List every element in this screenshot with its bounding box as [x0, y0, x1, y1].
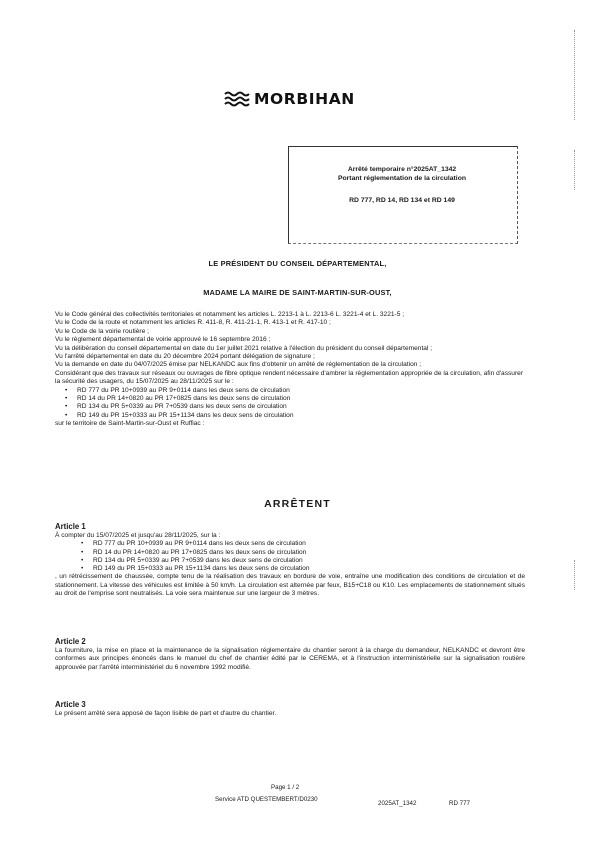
list-item: • RD 14 du PR 14+0820 au PR 17+0825 dans les deux sens de circulation [81, 548, 307, 556]
list-item: • RD 149 du PR 15+0333 au PR 15+1134 dans les deux sens de circulation [65, 411, 294, 419]
section-text: RD 149 du PR 15+0333 au PR 15+1134 dans les deux sens de circulation [77, 411, 294, 419]
section-text: RD 134 du PR 5+0339 au PR 7+0539 dans les deux sens de circulation [93, 556, 303, 564]
scan-margin-mark [574, 150, 576, 190]
list-item: • RD 777 du PR 10+0939 au PR 9+0114 dans les deux sens de circulation [81, 540, 306, 548]
article-1-title: Article 1 [55, 522, 86, 531]
list-item: • RD 14 du PR 14+0820 au PR 17+0825 dans les deux sens de circulation [65, 394, 291, 402]
vu-list [55, 311, 525, 428]
article-1-section-list [55, 540, 525, 573]
article-3-title: Article 3 [55, 700, 86, 709]
vu-item: Vu l'arrêté départemental en date du 20 décembre 2024 portant délégation de signature ; [55, 353, 315, 361]
page-number: Page 1 / 2 [271, 784, 300, 791]
article-1-body [55, 532, 525, 598]
footer-road: RD 777 [449, 800, 470, 807]
section-list [55, 387, 525, 420]
section-text: RD 14 du PR 14+0820 au PR 17+0825 dans les deux sens de circulation [77, 394, 291, 402]
article-3-text: Le présent arrêté sera apposé de façon lisible de part et d'autre du chantier. [55, 710, 277, 717]
vu-item: Vu le Code de la route et notamment les articles R. 411-8, R. 411-21-1, R. 413-1 et R. 417-10 ; [55, 319, 331, 327]
section-text: RD 149 du PR 15+0333 au PR 15+1134 dans les deux sens de circulation [93, 565, 310, 573]
brand-name: MORBIHAN [254, 90, 355, 108]
vu-item: Vu la délibération du conseil départemental en date du 1er juillet 2021 relative à l'élection du président du conseil départemental ; [55, 344, 433, 352]
reference-box [288, 146, 518, 244]
article-2-title: Article 2 [55, 637, 86, 646]
considerant: Considérant que des travaux sur réseaux ou ouvrages de fibre optique rendent nécessaire d'ambrer la réglementation appropriée de la circulation, afin d'assurer la sécurité des usagers, du 15/07/2025 au 28/11/2025 sur le : [55, 369, 524, 386]
list-item: • RD 134 du PR 5+0339 au PR 7+0539 dans les deux sens de circulation [65, 403, 287, 411]
section-text: RD 134 du PR 5+0339 au PR 7+0539 dans les deux sens de circulation [77, 403, 287, 411]
waves-icon [224, 90, 250, 108]
list-item: • RD 777 du PR 10+0939 au PR 9+0114 dans les deux sens de circulation [65, 386, 290, 394]
article-1-intro: À compter du 15/07/2025 et jusqu'au 28/11/2025, sur la : [55, 532, 221, 539]
footer-service: Service ATD QUESTEMBERT/D0230 [215, 796, 318, 803]
list-item: • RD 149 du PR 15+0333 au PR 15+1134 dans les deux sens de circulation [81, 565, 310, 573]
decree-subject: Portant réglementation de la circulation [337, 175, 467, 182]
section-text: RD 777 du PR 10+0939 au PR 9+0114 dans les deux sens de circulation [93, 540, 306, 548]
vu-item: Vu le Code général des collectivités territoriales et notamment les articles L. 2213-1 à L. 2213-6 L. 3221-4 et L. 3221-5 ; [55, 311, 405, 318]
heading-president: LE PRÉSIDENT DU CONSEIL DÉPARTEMENTAL, [208, 259, 387, 268]
vu-item: Vu la demande en date du 04/07/2025 émise par NELKANDC aux fins d'obtenir un arrêté de réglementation de la circulation ; [55, 361, 422, 369]
territory-line: sur le territoire de Saint-Martin-sur-Oust et Ruffiac : [55, 419, 205, 427]
scan-margin-mark [574, 560, 576, 590]
vu-item: Vu le Code de la voirie routière ; [55, 327, 149, 335]
article-1-text: , un rétrécissement de chaussée, compte tenu de la réalisation des travaux en bordure de voie, entraîne une modification des conditions de circulation et de stationnement. La vitesse des véhicules est limitée à 50 km/h. La circulation est alternée par feux, B15+C18 ou K10. Les emplacements de stationnement situés au droit de l'emprise sont neutralisés. La voie sera maintenue sur une largeur de 3 mètres. [55, 573, 525, 598]
section-text: RD 14 du PR 14+0820 au PR 17+0825 dans les deux sens de circulation [93, 548, 307, 556]
decree-number: Arrêté temporaire n°2025AT_1342 [347, 166, 457, 173]
vu-item: Vu le règlement départemental de voirie approuvé le 16 septembre 2016 ; [55, 336, 271, 344]
list-item: • RD 134 du PR 5+0339 au PR 7+0539 dans les deux sens de circulation [81, 556, 303, 564]
section-text: RD 777 du PR 10+0939 au PR 9+0114 dans les deux sens de circulation [77, 386, 290, 394]
decree-roads: RD 777, RD 14, RD 134 et RD 149 [349, 197, 455, 204]
scan-margin-mark [574, 30, 576, 120]
footer-ref: 2025AT_1342 [378, 800, 417, 807]
morbihan-logo [224, 90, 355, 108]
heading-maire: MADAME LA MAIRE DE SAINT-MARTIN-SUR-OUST, [203, 288, 392, 297]
arretent-heading: ARRÊTENT [264, 498, 331, 510]
article-2-text: La fourniture, la mise en place et la maintenance de la signalisation réglementaire du chantier seront à la charge du demandeur, NELKANDC et devront être conformes aux principes énoncés dans le manuel du chef de chantier édité par le CEREMA, et à l'instruction interministérielle sur la signalisation routière approuvée par l'arrêté interministériel du 6 novembre 1992 modifié. [55, 647, 525, 671]
